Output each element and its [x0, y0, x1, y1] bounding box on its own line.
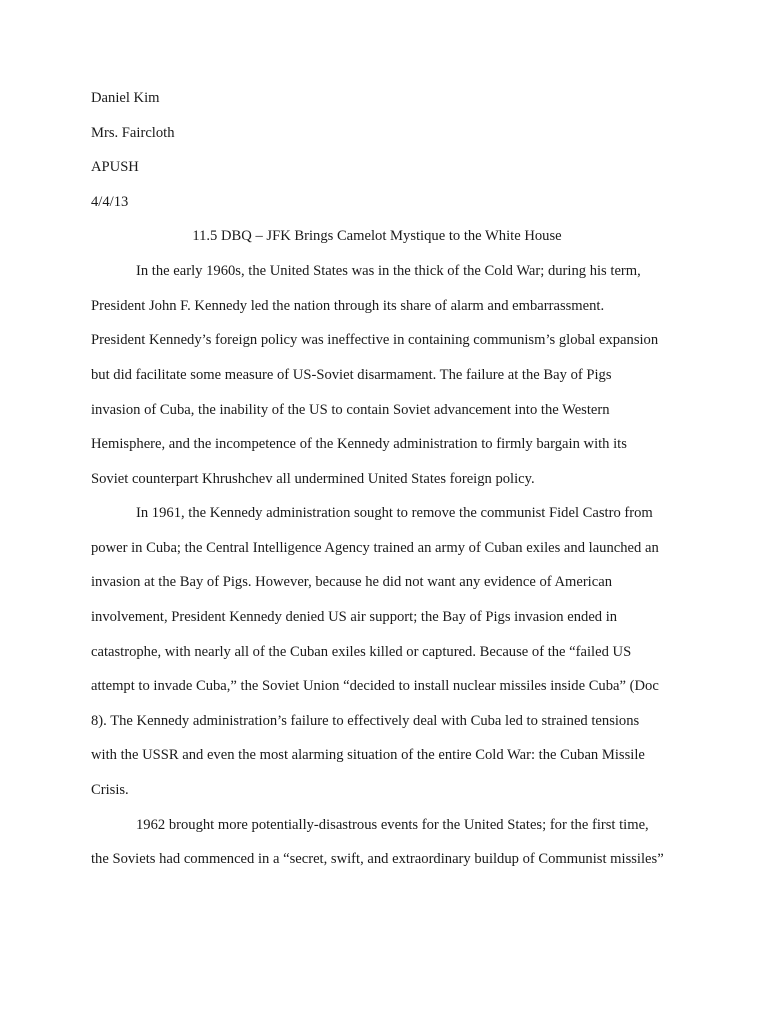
paragraph-line: Hemisphere, and the incompetence of the Kennedy administration to firmly bargain with its: [91, 436, 627, 452]
course-name: APUSH: [91, 159, 139, 175]
paragraph-line: In the early 1960s, the United States was in the thick of the Cold War; during his term,: [136, 263, 641, 279]
paragraph-line: attempt to invade Cuba,” the Soviet Union “decided to install nuclear missiles inside Cuba” (Doc: [91, 678, 659, 694]
essay-title-text: 11.5 DBQ – JFK Brings Camelot Mystique to the White House: [192, 228, 562, 244]
paragraph-line: Soviet counterpart Khrushchev all undermined United States foreign policy.: [91, 471, 535, 487]
student-name: Daniel Kim: [91, 90, 160, 106]
paragraph-line: Crisis.: [91, 782, 129, 798]
paragraph-line: invasion of Cuba, the inability of the US to contain Soviet advancement into the Western: [91, 402, 610, 418]
essay-date: 4/4/13: [91, 194, 129, 210]
essay-title: [0, 226, 768, 246]
paragraph-line: with the USSR and even the most alarming situation of the entire Cold War: the Cuban Missile: [91, 747, 645, 763]
paragraph-line: 1962 brought more potentially-disastrous events for the United States; for the first time,: [136, 817, 649, 833]
paragraph-line: President Kennedy’s foreign policy was ineffective in containing communism’s global expansion: [91, 332, 659, 348]
paragraph-line: catastrophe, with nearly all of the Cuban exiles killed or captured. Because of the “failed US: [91, 644, 632, 660]
paragraph-line: power in Cuba; the Central Intelligence Agency trained an army of Cuban exiles and launched an: [91, 540, 659, 556]
teacher-name: Mrs. Faircloth: [91, 125, 175, 141]
paragraph-line: involvement, President Kennedy denied US air support; the Bay of Pigs invasion ended in: [91, 609, 618, 625]
paragraph-line: the Soviets had commenced in a “secret, swift, and extraordinary buildup of Communist missiles”: [91, 851, 664, 867]
paragraph-line: but did facilitate some measure of US-Soviet disarmament. The failure at the Bay of Pigs: [91, 367, 612, 383]
paragraph-line: President John F. Kennedy led the nation through its share of alarm and embarrassment.: [91, 298, 605, 314]
paragraph-line: 8). The Kennedy administration’s failure to effectively deal with Cuba led to strained tensions: [91, 713, 640, 729]
paragraph-line: In 1961, the Kennedy administration sought to remove the communist Fidel Castro from: [136, 505, 653, 521]
paragraph-line: invasion at the Bay of Pigs. However, because he did not want any evidence of American: [91, 574, 612, 590]
